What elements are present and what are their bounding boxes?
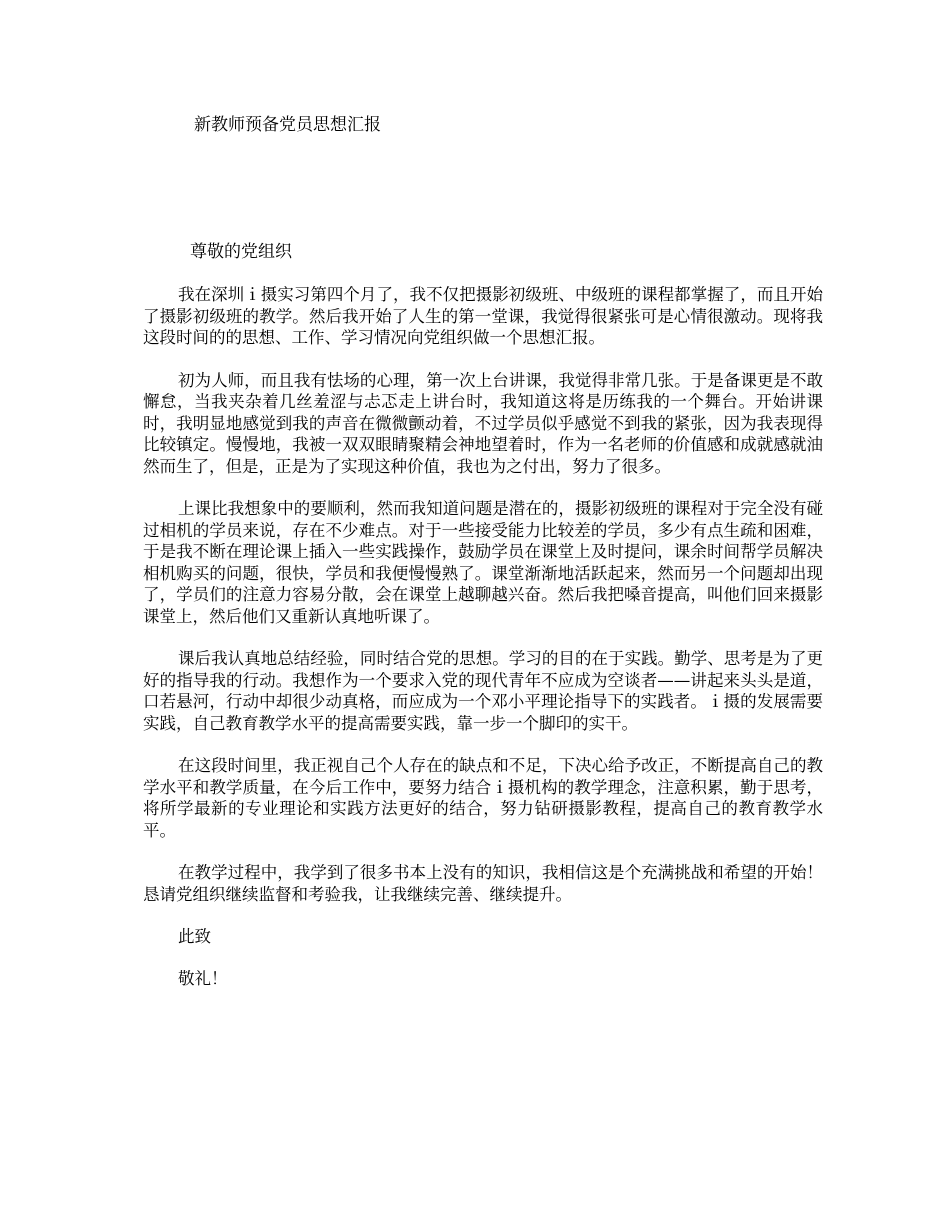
regards-line: 敬礼！ (178, 968, 228, 988)
paragraph-4: 课后我认真地总结经验，同时结合党的思想。学习的目的在于实践。勤学、思考是为了更好的指导我的行动。我想作为一个要求入党的现代青年不应成为空谈者——讲起来头头是道，口若悬河，行动中却很少动真格，而应成为一个邓小平理论指导下的实践者。ｉ摄的发展需要实践，自己教育教学水平的提高需要实践，靠一步一个脚印的实干。 (143, 649, 823, 733)
paragraph-3: 上课比我想象中的要顺利，然而我知道问题是潜在的，摄影初级班的课程对于完全没有碰过相机的学员来说，存在不少难点。对于一些接受能力比较差的学员，多少有点生疏和困难，于是我不断在理论课上插入一些实践操作，鼓励学员在课堂上及时提问，课余时间帮学员解决相机购买的问题，很快，学员和我便慢慢熟了。课堂渐渐地活跃起来，然而另一个问题却出现了，学员们的注意力容易分散，会在课堂上越聊越兴奋。然后我把嗓音提高，叫他们回来摄影课堂上，然后他们又重新认真地听课了。 (143, 499, 823, 626)
closing-line: 此致 (178, 927, 211, 946)
salutation: 尊敬的党组织 (190, 242, 292, 262)
document-title: 新教师预备党员思想汇报 (194, 115, 381, 135)
paragraph-1: 我在深圳ｉ摄实习第四个月了，我不仅把摄影初级班、中级班的课程都掌握了，而且开始了摄影初级班的教学。然后我开始了人生的第一堂课，我觉得很紧张可是心情很激动。现将我这段时间的的思想、工作、学习情况向党组织做一个思想汇报。 (143, 285, 823, 347)
paragraph-2: 初为人师，而且我有怯场的心理，第一次上台讲课，我觉得非常几张。于是备课更是不敢懈怠，当我夹杂着几丝羞涩与忐忑走上讲台时，我知道这将是历练我的一个舞台。开始讲课时，我明显地感觉到我的声音在微微颤动着，不过学员似乎感觉不到我的紧张，因为我表现得比较镇定。慢慢地，我被一双双眼睛聚精会神地望着时，作为一名老师的价值感和成就感就油然而生了，但是，正是为了实现这种价值，我也为之付出，努力了很多。 (143, 370, 823, 476)
document-body (143, 284, 823, 1009)
paragraph-5: 在这段时间里，我正视自己个人存在的缺点和不足，下决心给予改正，不断提高自己的教学水平和教学质量，在今后工作中，要努力结合ｉ摄机构的教学理念，注意积累，勤于思考，将所学最新的专业理论和实践方法更好的结合，努力钻研摄影教程，提高自己的教育教学水平。 (143, 756, 823, 840)
paragraph-6: 在教学过程中，我学到了很多书本上没有的知识，我相信这是个充满挑战和希望的开始！恳请党组织继续监督和考验我，让我继续完善、继续提升。 (143, 863, 823, 904)
